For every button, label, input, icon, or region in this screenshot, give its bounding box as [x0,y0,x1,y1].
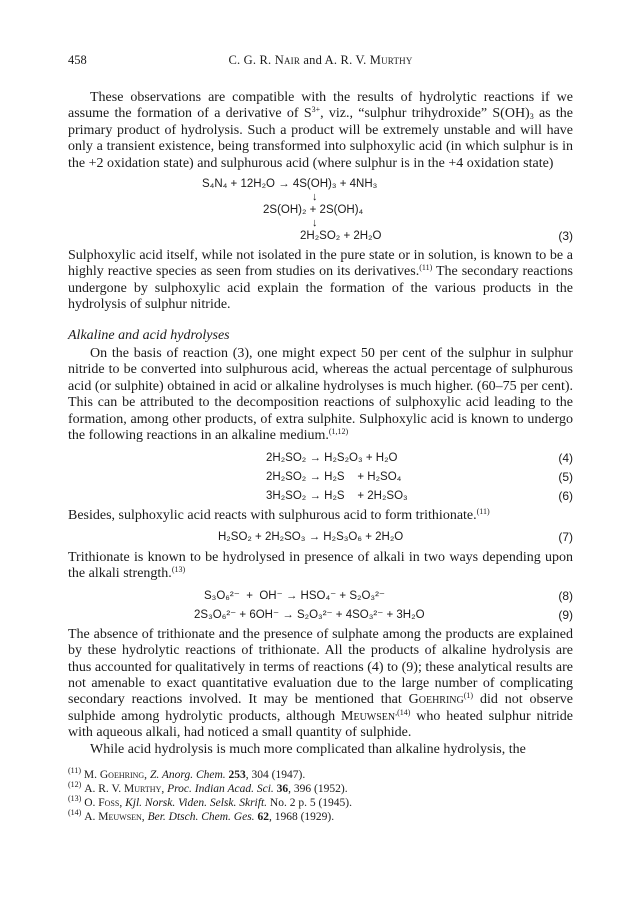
footnote-tail: , 396 (1952). [288,782,348,795]
p5-sup: (13) [171,565,186,575]
paragraph-4 [68,508,573,524]
footnote [68,765,573,782]
footnote-tail: , 1968 (1929). [268,810,335,823]
p6-text-c: who heated sulphur nitride with aqueous alkali, had noticed a small quantity of sulphide. [68,708,574,741]
journal-page [68,52,573,824]
footnote-author: O. Foss, [84,796,123,809]
scheme3-arrow1 [68,192,573,202]
p4-sup: (11) [476,506,490,516]
footnote-mark: (13) [68,793,82,803]
equation-5-text: 2H₂SO₂ → H₂S + H₂SO₄ [266,470,402,483]
p1-text-c: as the primary product of hydrolysis. Such a product will be extremely unstable and will have only a transient existence, being transformed into sulphoxylic acid (in which sulphur is in the +2 oxidation state) and sulphurous acid (where sulphur is in the +4 oxidation state) [68,106,573,171]
p2-text-b: The secondary reactions undergone by sulphoxylic acid explain the formation of the various products in the hydrolysis of sulphur nitride. [68,264,573,313]
scheme3-line2-text: 2S(OH)₂ + 2S(OH)₄ [263,204,364,217]
scheme3-arrow2 [68,218,573,228]
equation-6 [68,488,573,504]
p1-sub: 3 [529,112,534,122]
author2: Murthy [369,53,413,67]
equation-number-4: (4) [558,450,573,465]
paragraph-5 [68,550,573,583]
authors-prefix: C. G. R. [228,53,275,67]
equation-number-9: (9) [558,607,573,622]
paragraph-1 [68,90,573,172]
equations-4-6 [68,450,573,504]
p1-text-b: , viz., “sulphur trihydroxide” S(OH) [320,106,530,122]
equation-9 [68,607,573,623]
p4-text-a: Besides, sulphoxylic acid reacts with sulphurous acid to form trithionate. [68,507,477,523]
p1-text-a: These observations are compatible with the results of hydrolytic reactions if we assume the formation of a derivative of S [68,90,573,122]
p2-sup: (11) [419,263,433,273]
paragraph-3 [68,346,573,444]
running-head: 458 C. G. R. Nair and A. R. V. Murthy [68,52,573,68]
scheme3-line1 [68,176,573,192]
equation-4-text: 2H₂SO₂ → H₂S₂O₃ + H₂O [266,451,398,464]
p6-author-goehring: Goehring [408,692,464,708]
footnote-mark: (14) [68,807,82,817]
footnote-journal: Kjl. Norsk. Viden. Selsk. Skrift. [122,796,270,809]
footnote-journal: Ber. Dtsch. Chem. Ges. [144,810,258,823]
p6-author-meuwsen: Meuwsen [341,708,396,724]
footnote [68,779,573,796]
footnote-volume: 62 [257,810,269,823]
reaction-scheme-3 [68,176,573,244]
footnotes [68,765,573,824]
equation-number-5: (5) [558,469,573,484]
equation-number-8: (8) [558,588,573,603]
paragraph-7: While acid hydrolysis is much more complicated than alkaline hydrolysis, the [90,741,526,757]
author1: Nair [274,53,301,67]
p2-text-a: Sulphoxylic acid itself, while not isolated in the pure state or in solution, is known to be a highly reactive species as seen from studies on its derivatives. [68,248,573,280]
footnote-mark: (12) [68,779,82,789]
footnote [68,807,573,824]
footnote-journal: Z. Anorg. Chem. [147,768,229,781]
equation-6-text: 3H₂SO₂ → H₂S + 2H₂SO₃ [266,489,408,502]
p6-text-b: did not observe sulphide among hydrolytic products, although [68,692,573,724]
footnote-author: A. R. V. Murthy, [84,782,165,795]
p1-sup: 3+ [311,105,321,115]
equation-number-6: (6) [558,488,573,503]
scheme3-line2 [68,202,573,218]
equation-number-3: (3) [558,229,573,244]
equation-8 [68,588,573,604]
equation-number-7: (7) [558,529,573,544]
footnote-journal: Proc. Indian Acad. Sci. [164,782,277,795]
footnote-author: M. Goehring, [83,768,148,781]
equation-7 [68,529,573,545]
scheme3-line3-text: 2H₂SO₂ + 2H₂O [300,230,382,243]
scheme3-line3 [68,228,573,244]
p6-sup1: (1) [463,691,474,701]
equation-9-text: 2S₃O₆²⁻ + 6OH⁻ → S₂O₃²⁻ + 4SO₃²⁻ + 3H₂O [194,608,425,621]
paragraph-6 [68,627,573,742]
p5-text-a: Trithionate is known to be hydrolysed in presence of alkali in two ways depending upon the alkali strength. [68,549,573,582]
equation-7-text: H₂SO₂ + 2H₂SO₃ → H₂S₃O₆ + 2H₂O [218,530,404,543]
running-title [68,52,573,68]
scheme3-line1-text: S₄N₄ + 12H₂O → 4S(OH)₃ + 4NH₃ [202,178,378,191]
down-arrow-icon: ↓ [312,191,318,204]
down-arrow-icon: ↓ [312,217,318,230]
p3-text-a: On the basis of reaction (3), one might expect 50 per cent of the sulphur in sulphur nitride to be converted into sulphurous acid, whereas the actual percentage of sulphurous acid (or sulphite) obtained in acid or alkaline hydrolyses is much higher. (60–75 per cent). This can be attributed to the decomposition reactions of sulphoxylic acid leading to the formation, among other products, of extra sulphite. Sulphoxylic acid is known to undergo the following reactions in an alkaline medium. [68,346,573,444]
equation-5 [68,469,573,485]
p3-sup: (1,12) [328,427,349,437]
equation-8-text: S₃O₆²⁻ + OH⁻ → HSO₄⁻ + S₂O₃²⁻ [204,589,385,602]
equation-4 [68,450,573,466]
footnote-tail: , 304 (1947). [245,768,306,781]
paragraph-2 [68,248,573,314]
footnote-volume: 253 [228,768,246,781]
footnote-tail: No. 2 p. 5 (1945). [269,796,352,809]
authors-and: and A. R. V. [300,53,370,67]
section-heading: Alkaline and acid hydrolyses [68,327,230,343]
footnote-volume: 36 [276,782,289,795]
footnote [68,793,573,810]
footnote-mark: (11) [68,765,82,775]
p6-sup2: ,(14) [395,707,411,717]
footnote-author: A. Meuwsen, [84,810,145,823]
equations-8-9 [68,588,573,623]
p6-text-a: The absence of trithionate and the presence of sulphate among the products are explained by these hydrolytic reactions of trithionate. All the products of alkaline hydrolysis are thus accounted for qualitatively in terms of reactions (4) to (9); these analytical results are not amenable to exact quantitative evaluation due to the large number of complicating secondary reactions involved. It may be mentioned that [68,626,573,708]
